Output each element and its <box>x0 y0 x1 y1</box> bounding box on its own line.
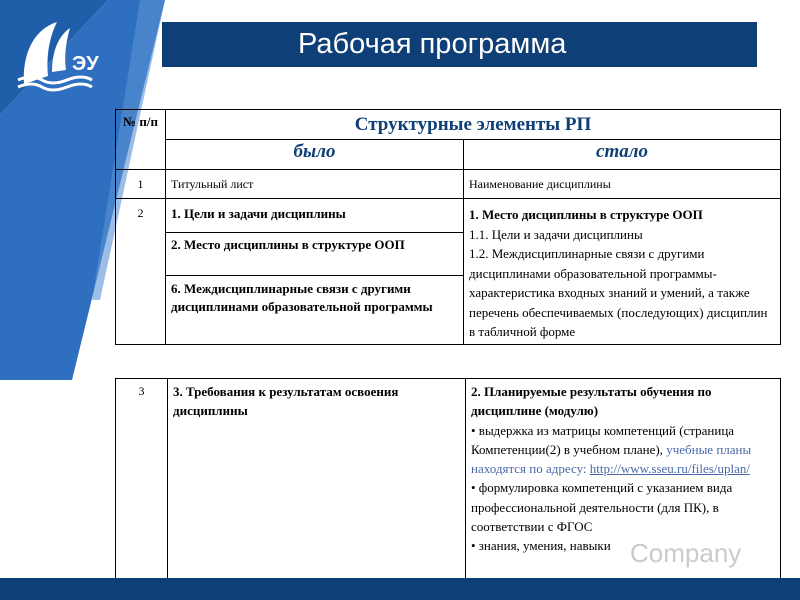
was-cell: 2. Место дисциплины в структуре ООП <box>166 233 464 276</box>
structure-header: Структурные элементы РП <box>166 110 781 140</box>
page-title-bar <box>162 22 757 67</box>
footer-bar <box>0 578 800 600</box>
link-note: учебные планы находятся по адресу: <box>471 441 752 477</box>
now-cell-line: 1.1. Цели и задачи дисциплины <box>469 226 643 242</box>
was-cell: 3. Требования к результатам освоения дисциплины <box>168 379 466 579</box>
bullet-item: • знания, умения, навыки <box>471 538 611 554</box>
bullet-text: • выдержка из матрицы компетенций (страница Компетенции(2) в учебном плане), <box>471 422 735 457</box>
num-header: № п/п <box>116 110 166 170</box>
table-row <box>116 199 781 233</box>
now-cell <box>464 199 781 345</box>
bullet-item <box>471 421 775 479</box>
now-cell-line: 1.2. Междисциплинарные связи с другими дисциплинами образовательной программы- характеристика входных знаний и умений, а также перечень обеспечиваемых (последующих) дисциплин в табличной форме <box>469 246 768 339</box>
row-number: 1 <box>116 170 166 199</box>
uplan-link[interactable]: http://www.sseu.ru/files/uplan/ <box>589 461 750 477</box>
now-cell: Наименование дисциплины <box>464 170 781 199</box>
was-cell: 1. Цели и задачи дисциплины <box>166 199 464 233</box>
logo-text: ЭУ <box>72 53 99 75</box>
row-number: 2 <box>116 199 166 345</box>
now-cell-title: 1. Место дисциплины в структуре ООП <box>469 207 703 222</box>
was-header: было <box>166 140 464 170</box>
was-cell: 6. Междисциплинарные связи с другими дисциплинами образовательной программы <box>166 276 464 344</box>
page-title: Рабочая программа <box>298 28 567 60</box>
university-logo <box>12 14 112 94</box>
table-row <box>116 170 781 199</box>
watermark: Company <box>630 538 742 568</box>
bullet-item: • формулировка компетенций с указанием вида профессиональной деятельности (для ПК), в соответствии с ФГОС <box>471 480 733 535</box>
row-number: 3 <box>116 379 168 579</box>
was-cell: Титульный лист <box>166 170 464 199</box>
now-cell-title: 2. Планируемые результаты обучения по дисциплине (модулю) <box>471 384 712 419</box>
structure-table <box>115 109 781 345</box>
now-header: стало <box>464 140 781 170</box>
